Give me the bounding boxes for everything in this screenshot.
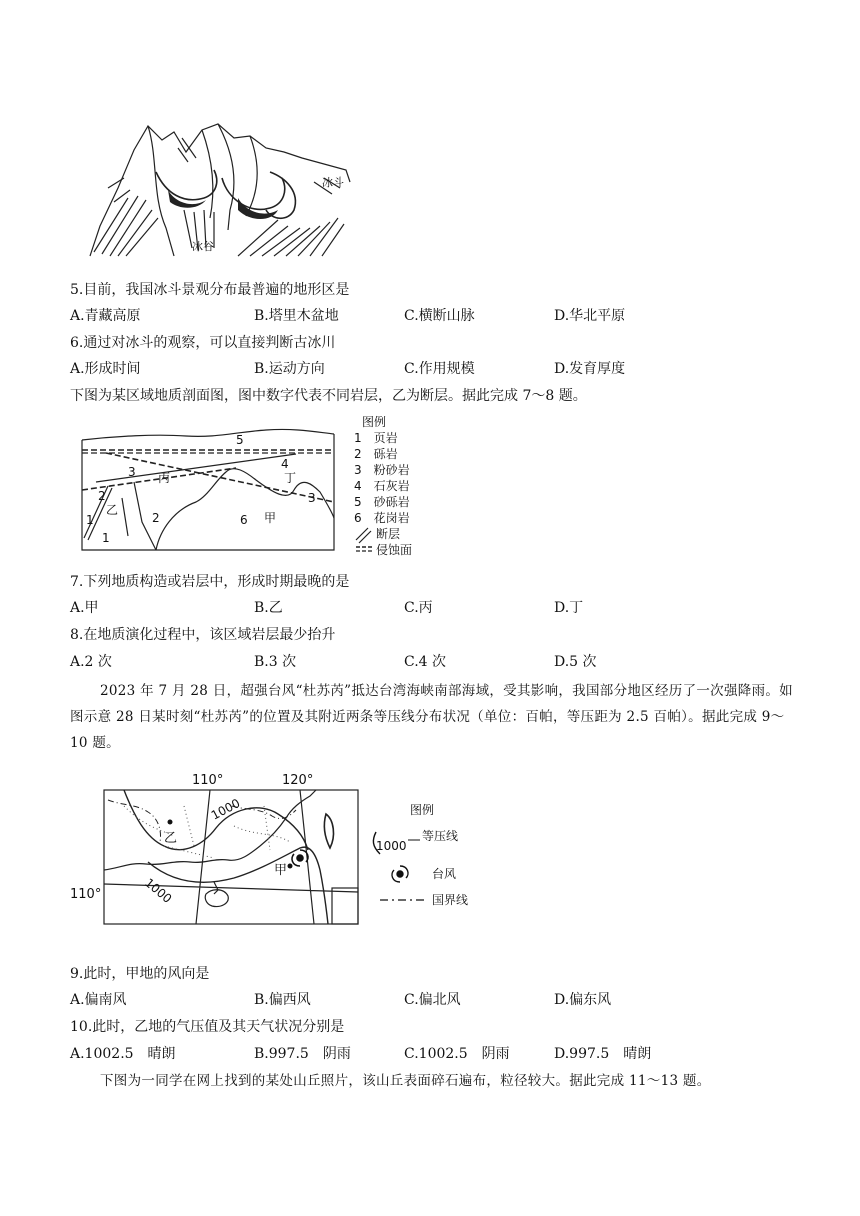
lon-120-label: 120°	[282, 773, 314, 788]
ding-label: 丁	[284, 471, 297, 485]
jia-label: 甲	[264, 511, 277, 525]
q9-stem: 9.此时，甲地的风向是	[70, 966, 210, 982]
q5-stem: 5.目前，我国冰斗景观分布最普遍的地形区是	[70, 282, 350, 298]
q9-option-b[interactable]: B.偏西风	[254, 992, 311, 1008]
legend-fault-label: 断层	[376, 527, 401, 541]
legend-granite: 6 花岗岩	[354, 511, 410, 525]
glacier-cirque-figure	[88, 118, 368, 260]
q8-option-b[interactable]: B.3 次	[254, 654, 297, 670]
legend-isobar-label: 等压线	[422, 829, 459, 843]
legend-title: 图例	[362, 415, 387, 429]
isobar-label-upper: 1000	[208, 795, 243, 823]
bing-label: 丙	[158, 471, 171, 485]
q6-stem: 6.通过对冰斗的观察，可以直接判断古冰川	[70, 335, 336, 351]
legend-sandy-conglomerate: 5 砂砾岩	[354, 495, 410, 509]
q7-option-a[interactable]: A.甲	[70, 600, 99, 616]
q6-option-c[interactable]: C.作用规模	[404, 361, 475, 377]
erosion-legend-symbol	[356, 547, 372, 551]
q5-option-a[interactable]: A.青藏高原	[70, 308, 141, 324]
layer-2-label-b: 2	[152, 511, 160, 525]
q7-option-b[interactable]: B.乙	[254, 600, 283, 616]
layer-4-label: 4	[281, 457, 289, 471]
legend-border-label: 国界线	[432, 893, 469, 907]
place-jia-marker	[288, 864, 293, 869]
intro-7-8: 下图为某区域地质剖面图，图中数字代表不同岩层，乙为断层。据此完成 7～8 题。	[70, 388, 587, 404]
legend-limestone: 4 石灰岩	[354, 479, 410, 493]
legend-siltstone: 3 粉砂岩	[354, 463, 410, 477]
q10-option-b[interactable]: B.997.5 阴雨	[254, 1046, 351, 1062]
q7-option-c[interactable]: C.丙	[404, 600, 433, 616]
lat-110-label: 110°	[70, 887, 102, 902]
place-yi-marker	[168, 820, 173, 825]
q8-option-d[interactable]: D.5 次	[554, 654, 597, 670]
q7-stem: 7.下列地质构造或岩层中，形成时期最晚的是	[70, 574, 350, 590]
place-jia-label: 甲	[274, 863, 288, 878]
intro-9-10: 2023 年 7 月 28 日，超强台风“杜苏芮”抵达台湾海峡南部海域，受其影响，我国部分地区经历了一次强降雨。如图示意 28 日某时刻“杜苏芮”的位置及其附近两条等压线分布状况（单位：百帕，等压距为 2.5 百帕）。据此完成 9～10 题。	[70, 683, 793, 751]
q9-option-d[interactable]: D.偏东风	[554, 992, 612, 1008]
place-yi-label: 乙	[164, 831, 178, 846]
legend-typhoon-label: 台风	[432, 867, 457, 881]
q10-option-d[interactable]: D.997.5 晴朗	[554, 1046, 652, 1062]
yi-fault-label: 乙	[106, 503, 119, 517]
q10-option-c[interactable]: C.1002.5 阴雨	[404, 1046, 510, 1062]
q7-option-d[interactable]: D.丁	[554, 600, 584, 616]
typhoon-symbol	[292, 850, 308, 866]
q10-stem: 10.此时，乙地的气压值及其天气状况分别是	[70, 1019, 345, 1035]
q8-option-a[interactable]: A.2 次	[70, 654, 112, 670]
typhoon-isobar-map	[64, 766, 504, 936]
layer-3-label-a: 3	[128, 465, 136, 479]
layer-6-label: 6	[240, 513, 248, 527]
layer-1-label-a: 1	[86, 513, 94, 527]
q5-option-c[interactable]: C.横断山脉	[404, 308, 475, 324]
valley-label: 冰谷	[192, 240, 214, 253]
layer-3-label-b: 3	[308, 491, 316, 505]
q8-option-c[interactable]: C.4 次	[404, 654, 447, 670]
q6-option-a[interactable]: A.形成时间	[70, 361, 141, 377]
isobar-label-lower: 1000	[142, 875, 175, 906]
q8-stem: 8.在地质演化过程中，该区域岩层最少抬升	[70, 627, 336, 643]
legend-shale: 1 页岩	[354, 431, 398, 445]
intro-11-13: 下图为一同学在网上找到的某处山丘照片，该山丘表面碎石遍布，粒径较大。据此完成 11～13 题。	[100, 1073, 711, 1089]
q6-option-d[interactable]: D.发育厚度	[554, 361, 626, 377]
fault-legend-symbol	[356, 528, 371, 543]
legend-conglomerate: 2 砾岩	[354, 447, 398, 461]
legend-typhoon-icon	[392, 866, 408, 882]
layer-1-label-b: 1	[102, 531, 110, 545]
q9-option-c[interactable]: C.偏北风	[404, 992, 461, 1008]
geologic-section-figure	[76, 410, 436, 560]
q5-option-d[interactable]: D.华北平原	[554, 308, 626, 324]
q6-option-b[interactable]: B.运动方向	[254, 361, 325, 377]
q9-option-a[interactable]: A.偏南风	[70, 992, 127, 1008]
q5-option-b[interactable]: B.塔里木盆地	[254, 308, 339, 324]
cirque-label: 冰斗	[322, 176, 344, 189]
layer-5-label: 5	[236, 433, 244, 447]
legend-isobar-number: 1000	[376, 839, 407, 853]
q10-option-a[interactable]: A.1002.5 晴朗	[70, 1046, 176, 1062]
layer-2-label-a: 2	[98, 489, 106, 503]
map-legend-title: 图例	[410, 803, 435, 817]
legend-erosion-label: 侵蚀面	[376, 543, 413, 557]
lon-110-label: 110°	[192, 773, 224, 788]
